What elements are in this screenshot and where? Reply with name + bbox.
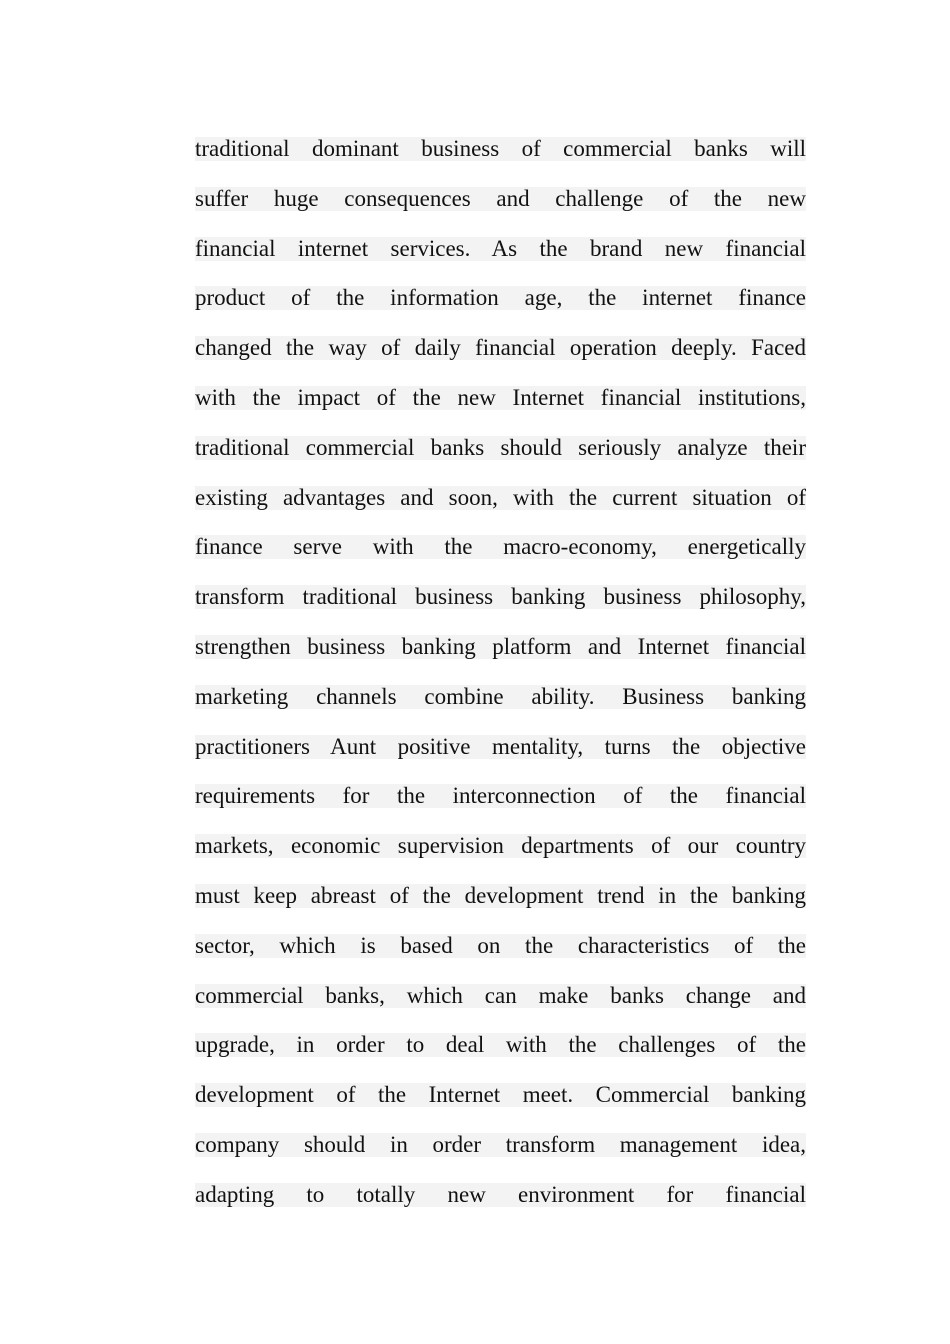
text-line: [195, 424, 806, 474]
line-text: upgrade, in order to deal with the challenges of the: [195, 1032, 806, 1058]
text-line: [195, 175, 806, 225]
text-line: [195, 474, 806, 524]
text-line: [195, 922, 806, 972]
line-text: changed the way of daily financial operation deeply. Faced: [195, 335, 806, 361]
text-line: [195, 573, 806, 623]
text-line: [195, 225, 806, 275]
line-text: sector, which is based on the characteristics of the: [195, 932, 806, 958]
text-line: [195, 324, 806, 374]
body-paragraph: [195, 125, 806, 1221]
text-line: [195, 623, 806, 673]
text-line: [195, 872, 806, 922]
text-line: [195, 1071, 806, 1121]
text-line: [195, 972, 806, 1022]
text-line: [195, 274, 806, 324]
line-text: adapting to totally new environment for financial: [195, 1181, 806, 1207]
line-text: development of the Internet meet. Commercial banking: [195, 1082, 806, 1108]
line-text: marketing channels combine ability. Business banking: [195, 683, 806, 709]
line-text: transform traditional business banking business philosophy,: [195, 584, 806, 610]
line-text: with the impact of the new Internet financial institutions,: [195, 384, 806, 410]
text-line: [195, 125, 806, 175]
line-text: suffer huge consequences and challenge of the new: [195, 185, 806, 211]
line-text: markets, economic supervision departments of our country: [195, 833, 806, 859]
line-text: commercial banks, which can make banks change and: [195, 982, 806, 1008]
text-line: [195, 723, 806, 773]
text-line: [195, 1021, 806, 1071]
text-line: [195, 673, 806, 723]
text-line: [195, 822, 806, 872]
line-text: financial internet services. As the brand new financial: [195, 235, 806, 261]
line-text: existing advantages and soon, with the current situation of: [195, 484, 806, 510]
text-line: [195, 1121, 806, 1171]
line-text: traditional dominant business of commercial banks will: [195, 136, 806, 161]
line-text: requirements for the interconnection of the financial: [195, 783, 806, 809]
line-text: traditional commercial banks should seriously analyze their: [195, 434, 806, 460]
line-text: finance serve with the macro-economy, energetically: [195, 534, 806, 560]
line-text: strengthen business banking platform and Internet financial: [195, 633, 806, 659]
line-text: practitioners Aunt positive mentality, turns the objective: [195, 733, 806, 759]
text-line: [195, 523, 806, 573]
text-line: [195, 1171, 806, 1221]
line-text: must keep abreast of the development trend in the banking: [195, 882, 806, 908]
line-text: company should in order transform management idea,: [195, 1131, 806, 1157]
text-line: [195, 374, 806, 424]
text-line: [195, 772, 806, 822]
line-text: product of the information age, the internet finance: [195, 285, 806, 311]
